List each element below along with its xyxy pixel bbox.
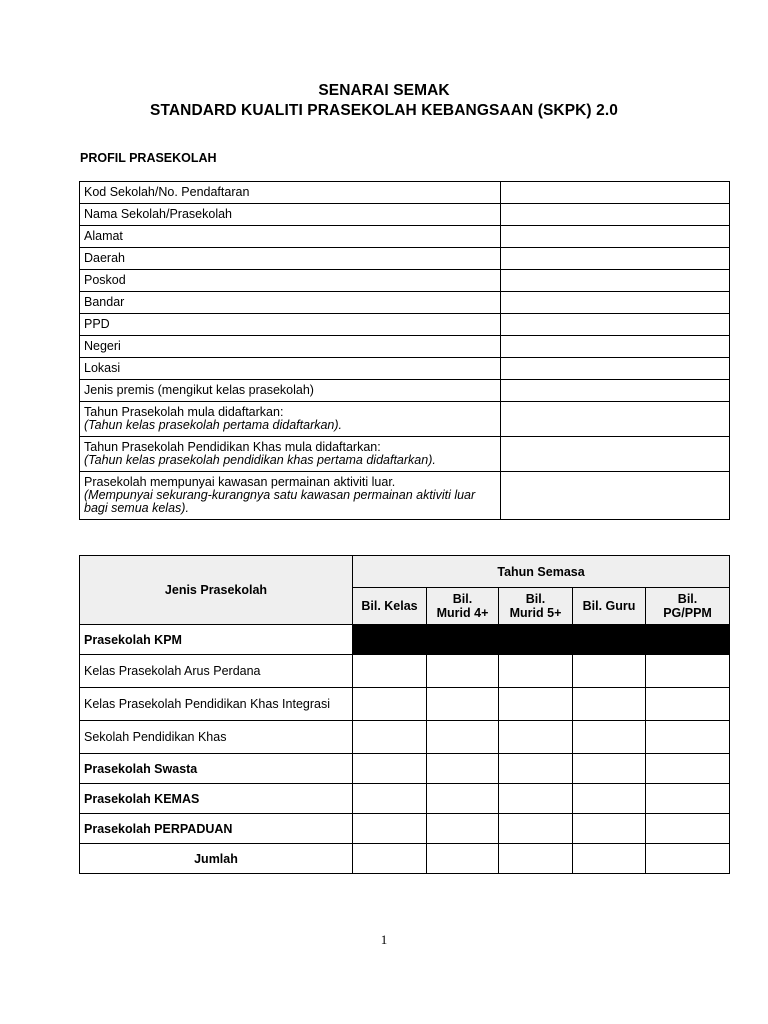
type-label: Prasekolah Swasta xyxy=(80,754,353,784)
profile-note: (Mempunyai sekurang-kurangnya satu kawasan permainan aktiviti luar bagi semua kelas). xyxy=(84,488,476,515)
type-value-cell[interactable] xyxy=(353,721,427,754)
type-value-cell[interactable] xyxy=(353,754,427,784)
col-header-text: Bil. xyxy=(452,592,473,606)
type-value-cell[interactable] xyxy=(646,844,730,874)
type-label: Sekolah Pendidikan Khas xyxy=(80,721,353,754)
profile-label-cell xyxy=(80,336,501,358)
type-value-cell[interactable] xyxy=(646,721,730,754)
profile-value-cell[interactable] xyxy=(501,182,730,204)
type-value-cell[interactable] xyxy=(573,655,646,688)
profile-row xyxy=(80,182,730,204)
col-header-3 xyxy=(499,588,573,625)
col-header-text: Bil. Guru xyxy=(582,599,636,613)
profile-value-cell[interactable] xyxy=(501,270,730,292)
type-value-cell[interactable] xyxy=(499,784,573,814)
col-header-1 xyxy=(353,588,427,625)
profile-row xyxy=(80,336,730,358)
type-row xyxy=(80,625,730,655)
profile-label: Daerah xyxy=(84,251,125,265)
profile-label-cell xyxy=(80,380,501,402)
col-header-text: Murid 5+ xyxy=(509,606,562,620)
type-label: Kelas Prasekolah Pendidikan Khas Integrasi xyxy=(80,688,353,721)
profile-label: Bandar xyxy=(84,295,125,309)
type-row xyxy=(80,754,730,784)
col-header-4 xyxy=(573,588,646,625)
profile-row xyxy=(80,314,730,336)
profile-row xyxy=(80,204,730,226)
type-value-cell[interactable] xyxy=(573,754,646,784)
type-value-cell[interactable] xyxy=(646,655,730,688)
type-value-cell xyxy=(499,625,573,655)
type-value-cell[interactable] xyxy=(353,688,427,721)
col-header-type: Jenis Prasekolah xyxy=(80,556,353,625)
type-value-cell[interactable] xyxy=(427,655,499,688)
profile-label-cell xyxy=(80,314,501,336)
type-value-cell xyxy=(573,625,646,655)
page-number: 1 xyxy=(380,932,388,947)
type-value-cell[interactable] xyxy=(499,844,573,874)
type-value-cell[interactable] xyxy=(427,688,499,721)
profile-note: (Tahun kelas prasekolah pendidikan khas pertama didaftarkan). xyxy=(84,453,436,467)
type-value-cell[interactable] xyxy=(499,655,573,688)
type-row xyxy=(80,655,730,688)
type-value-cell[interactable] xyxy=(499,754,573,784)
profile-label: Lokasi xyxy=(84,361,121,375)
profile-label: Tahun Prasekolah Pendidikan Khas mula didaftarkan: xyxy=(84,440,381,454)
profile-value-cell[interactable] xyxy=(501,358,730,380)
type-value-cell[interactable] xyxy=(353,784,427,814)
type-value-cell[interactable] xyxy=(427,721,499,754)
profile-label: PPD xyxy=(84,317,110,331)
col-header-text: Bil. xyxy=(525,592,546,606)
col-header-group: Tahun Semasa xyxy=(353,556,730,588)
preschool-type-table xyxy=(79,555,730,874)
type-value-cell[interactable] xyxy=(499,814,573,844)
profile-row xyxy=(80,270,730,292)
profile-label-cell xyxy=(80,248,501,270)
profile-label-cell xyxy=(80,182,501,204)
type-label: Jumlah xyxy=(80,844,353,874)
profile-label: Poskod xyxy=(84,273,126,287)
type-value-cell[interactable] xyxy=(427,754,499,784)
type-label: Kelas Prasekolah Arus Perdana xyxy=(80,655,353,688)
type-row xyxy=(80,814,730,844)
type-value-cell[interactable] xyxy=(573,721,646,754)
profile-value-cell[interactable] xyxy=(501,292,730,314)
type-value-cell[interactable] xyxy=(499,688,573,721)
type-value-cell[interactable] xyxy=(646,688,730,721)
type-row xyxy=(80,844,730,874)
type-value-cell xyxy=(427,625,499,655)
type-value-cell[interactable] xyxy=(573,814,646,844)
profile-value-cell[interactable] xyxy=(501,402,730,437)
type-value-cell[interactable] xyxy=(427,784,499,814)
profile-label-cell xyxy=(80,472,501,520)
profile-row xyxy=(80,358,730,380)
type-row xyxy=(80,688,730,721)
type-value-cell[interactable] xyxy=(353,814,427,844)
type-label: Prasekolah KPM xyxy=(80,625,353,655)
type-value-cell[interactable] xyxy=(427,844,499,874)
profile-label: Jenis premis (mengikut kelas prasekolah) xyxy=(84,383,314,397)
profile-value-cell[interactable] xyxy=(501,336,730,358)
type-value-cell[interactable] xyxy=(573,784,646,814)
profile-row xyxy=(80,402,730,437)
type-value-cell[interactable] xyxy=(353,844,427,874)
type-value-cell xyxy=(646,625,730,655)
profile-value-cell[interactable] xyxy=(501,226,730,248)
profile-note: (Tahun kelas prasekolah pertama didaftarkan). xyxy=(84,418,343,432)
type-row xyxy=(80,784,730,814)
profile-value-cell[interactable] xyxy=(501,380,730,402)
col-header-2 xyxy=(427,588,499,625)
type-label: Prasekolah PERPADUAN xyxy=(80,814,353,844)
type-value-cell xyxy=(353,625,427,655)
profile-heading: PROFIL PRASEKOLAH xyxy=(80,151,217,165)
profile-row xyxy=(80,380,730,402)
profile-label: Negeri xyxy=(84,339,121,353)
document-title: SENARAI SEMAK xyxy=(318,82,450,99)
profile-table xyxy=(79,181,730,520)
col-header-text: Murid 4+ xyxy=(436,606,489,620)
col-header-text: Bil. xyxy=(677,592,698,606)
profile-label-cell xyxy=(80,226,501,248)
type-label: Prasekolah KEMAS xyxy=(80,784,353,814)
profile-label-cell xyxy=(80,270,501,292)
type-value-cell[interactable] xyxy=(646,754,730,784)
profile-label: Kod Sekolah/No. Pendaftaran xyxy=(84,185,250,199)
profile-row xyxy=(80,472,730,520)
type-value-cell[interactable] xyxy=(427,814,499,844)
profile-label-cell xyxy=(80,204,501,226)
type-value-cell[interactable] xyxy=(646,814,730,844)
type-value-cell[interactable] xyxy=(573,688,646,721)
type-row xyxy=(80,721,730,754)
profile-row xyxy=(80,226,730,248)
profile-row xyxy=(80,437,730,472)
profile-row xyxy=(80,248,730,270)
profile-value-cell[interactable] xyxy=(501,437,730,472)
col-header-text: PG/PPM xyxy=(663,606,712,620)
profile-row xyxy=(80,292,730,314)
profile-label: Nama Sekolah/Prasekolah xyxy=(84,207,232,221)
col-header-text: Bil. Kelas xyxy=(361,599,418,613)
type-value-cell[interactable] xyxy=(646,784,730,814)
profile-value-cell[interactable] xyxy=(501,314,730,336)
profile-label: Tahun Prasekolah mula didaftarkan: xyxy=(84,405,284,419)
type-value-cell[interactable] xyxy=(499,721,573,754)
profile-value-cell[interactable] xyxy=(501,248,730,270)
type-value-cell[interactable] xyxy=(353,655,427,688)
profile-label-cell xyxy=(80,402,501,437)
profile-label: Prasekolah mempunyai kawasan permainan aktiviti luar. xyxy=(84,475,396,489)
document-subtitle: STANDARD KUALITI PRASEKOLAH KEBANGSAAN (SKPK) 2.0 xyxy=(150,102,618,119)
profile-label-cell xyxy=(80,292,501,314)
profile-label-cell xyxy=(80,437,501,472)
profile-label: Alamat xyxy=(84,229,123,243)
profile-value-cell[interactable] xyxy=(501,204,730,226)
type-value-cell[interactable] xyxy=(573,844,646,874)
col-header-5 xyxy=(646,588,730,625)
profile-label-cell xyxy=(80,358,501,380)
profile-value-cell[interactable] xyxy=(501,472,730,520)
